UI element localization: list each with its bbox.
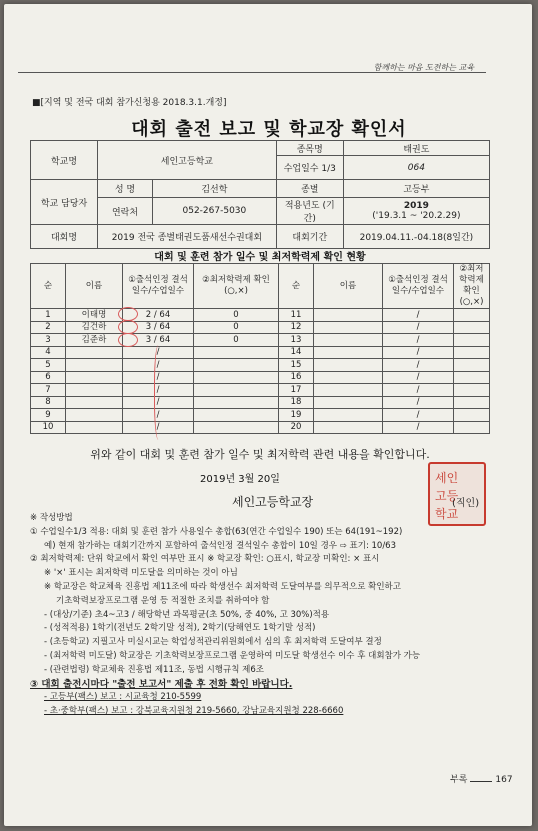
row-name [66,409,123,422]
note-line: 기초학력보장프로그램 운영 등 적절한 조치를 취하여야 함 [56,595,270,606]
row-no: 11 [279,309,314,322]
info-table [30,140,490,249]
row-min [454,359,490,372]
note-line: ※ 학교장은 학교체육 진흥법 제11조에 따라 학생선수 최저학력 도달여부를 의무적으로 확인하고 [44,581,401,592]
row-name [66,346,123,359]
row-min [194,396,279,409]
row-name [314,384,383,397]
row-name [66,421,123,434]
pen-circle-mark [118,307,138,321]
note-line: - (관련법령) 학교체육 진흥법 제11조, 동법 시행규칙 제6조 [44,664,264,675]
note-line: - (최저학력 미도달) 학교장은 기초학력보장프로그램 운영하여 미도달 학생선수 이수 후 대회참가 가능 [44,650,421,661]
event-value: 태권도 [343,141,489,156]
row-no: 18 [279,396,314,409]
row-att: / [123,409,194,422]
row-name [314,396,383,409]
period-range: ('19.3.1 ~ '20.2.29) [372,211,461,221]
meet-label: 대회명 [31,225,98,249]
row-min [454,321,490,334]
contact-line: - 고등부(팩스) 보고 : 시교육청 210-5599 [44,692,202,703]
row-min: 0 [194,309,279,322]
note-line: 예) 현재 참가하는 대회기간까지 포함하여 출석인정 결석일수 총합이 10일 경우 ⇨ 표기: 10/63 [44,540,397,551]
row-name [66,371,123,384]
row-att: 3 / 64 [123,321,194,334]
row-min [454,346,490,359]
row-no: 12 [279,321,314,334]
note-line: ② 최저학력제: 단위 학교에서 확인 여부만 표시 ※ 학교장 확인: ○표시, 학교장 미확인: × 표시 [30,554,380,565]
row-min [454,371,490,384]
row-no: 13 [279,334,314,347]
name-label: 성 명 [98,180,153,198]
note-line: - (초등학교) 지필고사 미실시교는 학업성적관리위원회에서 심의 후 최저학력 도달여부 결정 [44,637,382,648]
col-name-right: 이름 [314,264,383,309]
row-no: 9 [31,409,66,422]
header-rule [18,72,486,73]
row-min [194,359,279,372]
col-att-left: ①출석인정 결석일수/수업일수 [123,264,194,309]
col-no-left: 순 [31,264,66,309]
row-name [314,346,383,359]
table-row [31,409,490,422]
days-label: 수업일수 1/3 [276,156,343,180]
row-min [194,409,279,422]
note-line: - (성적적용) 1학기(전년도 2학기말 성적), 2학기(당해연도 1학기말 성적) [44,623,316,634]
row-att: / [383,346,454,359]
row-no: 6 [31,371,66,384]
row-att: / [123,396,194,409]
page-title: 대회 출전 보고 및 학교장 확인서 [131,119,407,140]
page-number [450,772,513,785]
row-min: 0 [194,321,279,334]
row-min [194,384,279,397]
form-identifier: ■[지역 및 전국 대회 참가신청용 2018.3.1.개정] [32,98,227,108]
row-att: / [383,421,454,434]
school-label: 학교명 [31,141,98,180]
row-no: 1 [31,309,66,322]
header-slogan: 함께하는 마음 도전하는 교육 [373,63,474,72]
row-no: 4 [31,346,66,359]
school-value: 세인고등학교 [98,141,277,180]
page-value: 167 [495,775,513,785]
table-row [31,334,490,347]
table-row [31,309,490,322]
row-name [66,396,123,409]
period-label: 적용년도 (기간) [276,198,343,225]
col-no-right: 순 [279,264,314,309]
row-name [314,309,383,322]
col-att-right: ①출석인정 결석일수/수업일수 [383,264,454,309]
meet-period-value: 2019.04.11.-04.18(8일간) [343,225,489,249]
row-no: 20 [279,421,314,434]
row-min [454,421,490,434]
row-no: 3 [31,334,66,347]
row-att: / [123,359,194,372]
row-att: / [383,334,454,347]
note-line: ※ 작성방법 [30,513,73,523]
period-value [343,198,489,225]
row-att: / [383,371,454,384]
row-no: 2 [31,321,66,334]
note-line: ① 수업일수1/3 적용: 대회 및 훈련 참가 사용일수 총합(63(연간 수업일수 190) 또는 64(191~192) [30,526,403,537]
date: 2019년 3월 20일 [200,474,280,485]
row-name [314,321,383,334]
row-no: 19 [279,409,314,422]
row-no: 8 [31,396,66,409]
row-no: 17 [279,384,314,397]
row-no: 16 [279,371,314,384]
row-att: / [383,359,454,372]
row-min [454,384,490,397]
row-att: / [383,409,454,422]
confirmation-text: 위와 같이 대회 및 훈련 참가 일수 및 최저학력 관련 내용을 확인합니다. [90,448,430,461]
row-att: / [123,346,194,359]
row-min [454,334,490,347]
contact-label: 연락처 [98,198,153,225]
row-att: 3 / 64 [123,334,194,347]
col-min-right: ②최저학력제 확인(○,×) [454,264,490,309]
col-min-left: ②최저학력제 확인(○,×) [194,264,279,309]
row-att: / [383,321,454,334]
row-name [314,421,383,434]
seal-label: (직인) [452,498,480,509]
contact-line: - 초·중학부(팩스) 보고 : 강북교육지원청 219-5660, 강남교육지원청 228-6660 [44,706,344,717]
table-title: 대회 및 훈련 참가 일수 및 최저학력제 확인 현황 [154,252,366,263]
row-att: / [123,384,194,397]
row-att: 2 / 64 [123,309,194,322]
row-no: 10 [31,421,66,434]
row-name [314,371,383,384]
page-label: 부록 [450,775,468,785]
row-name [314,334,383,347]
svg-text:세인: 세인 [435,471,459,485]
table-row [31,359,490,372]
row-min [194,346,279,359]
page-rule [470,781,492,782]
row-min [194,421,279,434]
division-label: 종별 [276,180,343,198]
name-value: 김선학 [153,180,277,198]
row-att: / [123,371,194,384]
table-row [31,346,490,359]
row-no: 15 [279,359,314,372]
row-min [194,371,279,384]
meet-value: 2019 전국 종별태권도품새선수권대회 [98,225,277,249]
pen-circle-mark [118,333,138,347]
period-year: 2019 [403,201,429,211]
table-row [31,321,490,334]
row-min [454,409,490,422]
row-name: 이태명 [66,309,123,322]
row-min: 0 [194,334,279,347]
attendance-table [30,263,490,434]
table-row [31,396,490,409]
row-name [314,359,383,372]
col-name-left: 이름 [66,264,123,309]
note-line: - (대상/기준) 초4~고3 / 해당학년 과목평균(초 50%, 중 40%, 고 30%)적용 [44,609,330,620]
row-att: / [383,309,454,322]
svg-text:학교: 학교 [435,507,459,521]
table-row [31,384,490,397]
svg-text:고등: 고등 [435,489,459,503]
days-value: 064 [343,156,489,180]
event-label: 종목명 [276,141,343,156]
row-att: / [123,421,194,434]
row-no: 7 [31,384,66,397]
row-name [66,384,123,397]
row-name [66,359,123,372]
row-min [454,396,490,409]
row-name [314,409,383,422]
pen-circle-mark [118,320,138,334]
table-row [31,421,490,434]
row-att: / [383,384,454,397]
row-name: 김건하 [66,321,123,334]
teacher-label: 학교 담당자 [31,180,98,225]
meet-period-label: 대회기간 [276,225,343,249]
row-name: 김준하 [66,334,123,347]
notice-line: ③ 대회 출전시마다 "출전 보고서" 제출 후 전화 확인 바랍니다. [30,678,293,690]
instructions [30,512,500,719]
principal-name: 세인고등학교장 [232,495,314,509]
row-att: / [383,396,454,409]
contact-value: 052-267-5030 [153,198,277,225]
row-no: 14 [279,346,314,359]
table-row [31,371,490,384]
division-value: 고등부 [343,180,489,198]
note-line: ※ '×' 표시는 최저학력 미도달을 의미하는 것이 아님 [44,568,238,579]
row-no: 5 [31,359,66,372]
pen-slash-mark [154,345,165,440]
row-min [454,309,490,322]
